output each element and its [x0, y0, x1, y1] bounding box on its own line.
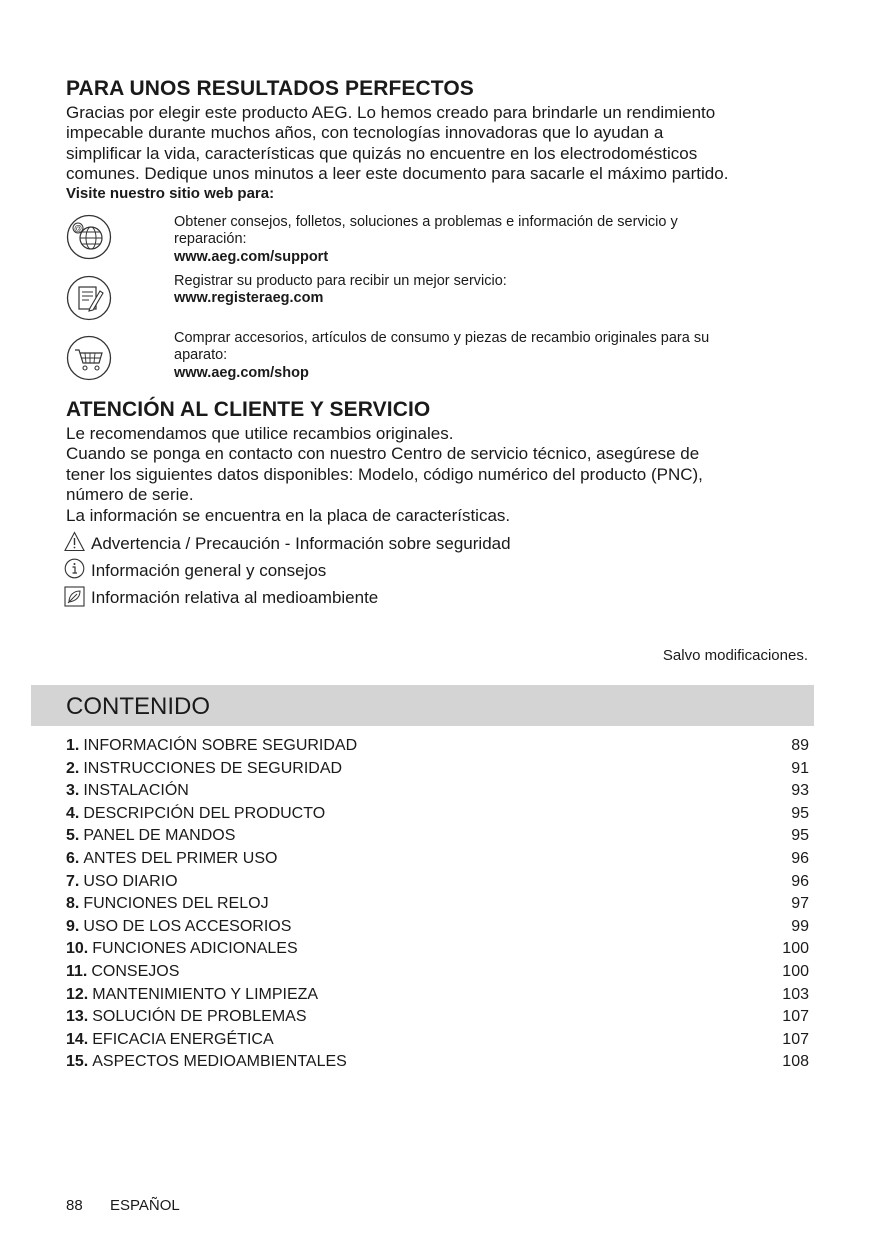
- toc-item-label: INSTALACIÓN: [83, 782, 189, 800]
- toc-item-page: 99: [791, 917, 809, 935]
- toc-item-number: 9.: [66, 917, 80, 935]
- toc-item-page: 89: [791, 737, 809, 754]
- toc-item-number: 10.: [66, 940, 89, 958]
- toc-item[interactable]: [66, 938, 809, 961]
- toc-item-label: MANTENIMIENTO Y LIMPIEZA: [92, 985, 319, 1003]
- toc-item[interactable]: [66, 780, 809, 803]
- toc-item-number: 15.: [66, 1053, 89, 1071]
- toc-item[interactable]: [66, 1006, 809, 1029]
- table-of-contents: [66, 735, 809, 1074]
- toc-item-label: USO DIARIO: [83, 872, 178, 890]
- toc-item-number: 7.: [66, 872, 80, 890]
- toc-item-number: 6.: [66, 849, 80, 867]
- register-description: Registrar su producto para recibir un mejor servicio:: [174, 273, 507, 289]
- toc-item-label: SOLUCIÓN DE PROBLEMAS: [92, 1008, 307, 1026]
- info-legend-text: Información general y consejos: [91, 561, 327, 580]
- service-paragraph: [66, 424, 703, 526]
- toc-item-label: INFORMACIÓN SOBRE SEGURIDAD: [83, 737, 358, 754]
- toc-item-page: 96: [791, 849, 809, 867]
- service-line: La información se encuentra en la placa de características.: [66, 505, 511, 525]
- svg-text:@: @: [74, 224, 82, 233]
- shop-link-block: [174, 330, 709, 382]
- toc-item-label: ASPECTOS MEDIOAMBIENTALES: [92, 1053, 347, 1071]
- shopping-cart-icon: [66, 335, 112, 381]
- toc-item-page: 91: [791, 759, 809, 777]
- support-url-link[interactable]: www.aeg.com/support: [174, 248, 329, 265]
- support-description: reparación:: [174, 231, 247, 248]
- visit-website-label: Visite nuestro sitio web para:: [66, 185, 275, 202]
- toc-item-label: CONSEJOS: [91, 962, 180, 980]
- toc-item[interactable]: [66, 871, 809, 894]
- toc-item-number: 13.: [66, 1008, 89, 1026]
- toc-item-label: FUNCIONES DEL RELOJ: [83, 895, 269, 913]
- shop-description: Comprar accesorios, artículos de consumo y piezas de recambio originales para su: [174, 330, 710, 346]
- toc-item[interactable]: [66, 848, 809, 871]
- toc-item-number: 2.: [66, 759, 80, 777]
- toc-item-label: EFICACIA ENERGÉTICA: [92, 1030, 274, 1048]
- toc-item-page: 108: [782, 1053, 809, 1071]
- section-title-customer-service: ATENCIÓN AL CLIENTE Y SERVICIO: [66, 398, 431, 421]
- toc-item-page: 100: [782, 962, 809, 980]
- toc-item-page: 107: [782, 1030, 809, 1048]
- toc-item-label: FUNCIONES ADICIONALES: [92, 940, 298, 958]
- register-link-block: [174, 273, 507, 308]
- service-line: Le recomendamos que utilice recambios originales.: [66, 424, 454, 443]
- toc-item-number: 5.: [66, 827, 80, 845]
- section-title-perfect-results: PARA UNOS RESULTADOS PERFECTOS: [66, 77, 474, 100]
- info-circle-icon: [64, 558, 85, 579]
- toc-item-number: 8.: [66, 895, 80, 913]
- toc-item-number: 4.: [66, 804, 80, 822]
- toc-item[interactable]: [66, 803, 809, 826]
- environment-legend-text: Información relativa al medioambiente: [91, 588, 379, 607]
- toc-item[interactable]: [66, 758, 809, 781]
- toc-item-page: 97: [791, 895, 809, 913]
- toc-item-page: 96: [791, 872, 809, 890]
- toc-item[interactable]: [66, 825, 809, 848]
- register-document-icon: [66, 275, 112, 321]
- footer-language: ESPAÑOL: [110, 1197, 180, 1214]
- service-line: Cuando se ponga en contacto con nuestro Centro de servicio técnico, asegúrese de: [66, 444, 700, 464]
- register-url-link[interactable]: www.registeraeg.com: [174, 290, 324, 307]
- toc-item[interactable]: [66, 735, 809, 758]
- shop-url-link[interactable]: www.aeg.com/shop: [174, 364, 309, 381]
- toc-item[interactable]: [66, 1051, 809, 1074]
- toc-item-number: 14.: [66, 1030, 89, 1048]
- toc-item-page: 107: [782, 1008, 809, 1026]
- toc-item-page: 100: [782, 940, 809, 958]
- disclaimer-text: Salvo modificaciones.: [662, 647, 808, 664]
- intro-line: comunes. Dedique unos minutos a leer este documento para sacarle el máximo partido.: [66, 164, 729, 184]
- intro-line: impecable durante muchos años, con tecnologías innovadoras que lo ayudan a: [66, 123, 664, 143]
- toc-item[interactable]: [66, 1029, 809, 1052]
- service-line: tener los siguientes datos disponibles: Modelo, código numérico del producto (PNC),: [66, 464, 703, 484]
- leaf-box-icon: [64, 586, 85, 607]
- toc-item-page: 95: [791, 804, 809, 822]
- toc-item-page: 103: [782, 985, 809, 1003]
- toc-item[interactable]: [66, 916, 809, 939]
- toc-item-label: PANEL DE MANDOS: [83, 827, 236, 845]
- intro-paragraph: [66, 103, 728, 185]
- toc-item-number: 11.: [66, 962, 88, 980]
- toc-item-number: 3.: [66, 782, 80, 800]
- toc-item-page: 95: [791, 827, 809, 845]
- globe-at-icon: [66, 214, 112, 260]
- footer-page-number: 88: [66, 1197, 83, 1214]
- toc-item-page: 93: [791, 782, 809, 800]
- support-description: Obtener consejos, folletos, soluciones a problemas e información de servicio y: [174, 214, 678, 230]
- support-link-block: [174, 214, 678, 266]
- shop-description: aparato:: [174, 347, 228, 364]
- warning-legend-text: Advertencia / Precaución - Información sobre seguridad: [91, 534, 511, 553]
- toc-item-number: 1.: [66, 737, 80, 754]
- intro-line: Gracias por elegir este producto AEG. Lo hemos creado para brindarle un rendimiento: [66, 103, 716, 122]
- toc-item-label: ANTES DEL PRIMER USO: [83, 849, 278, 867]
- toc-item-number: 12.: [66, 985, 89, 1003]
- contents-title: CONTENIDO: [66, 693, 210, 720]
- toc-item[interactable]: [66, 984, 809, 1007]
- intro-line: simplificar la vida, características que quizás no encuentre en los electrodomésticos: [66, 143, 698, 163]
- toc-item[interactable]: [66, 893, 809, 916]
- toc-item-label: USO DE LOS ACCESORIOS: [83, 917, 292, 935]
- service-line: número de serie.: [66, 485, 194, 505]
- toc-item[interactable]: [66, 961, 809, 984]
- toc-item-label: DESCRIPCIÓN DEL PRODUCTO: [83, 804, 326, 822]
- toc-item-label: INSTRUCCIONES DE SEGURIDAD: [83, 759, 343, 777]
- warning-triangle-icon: [64, 531, 85, 552]
